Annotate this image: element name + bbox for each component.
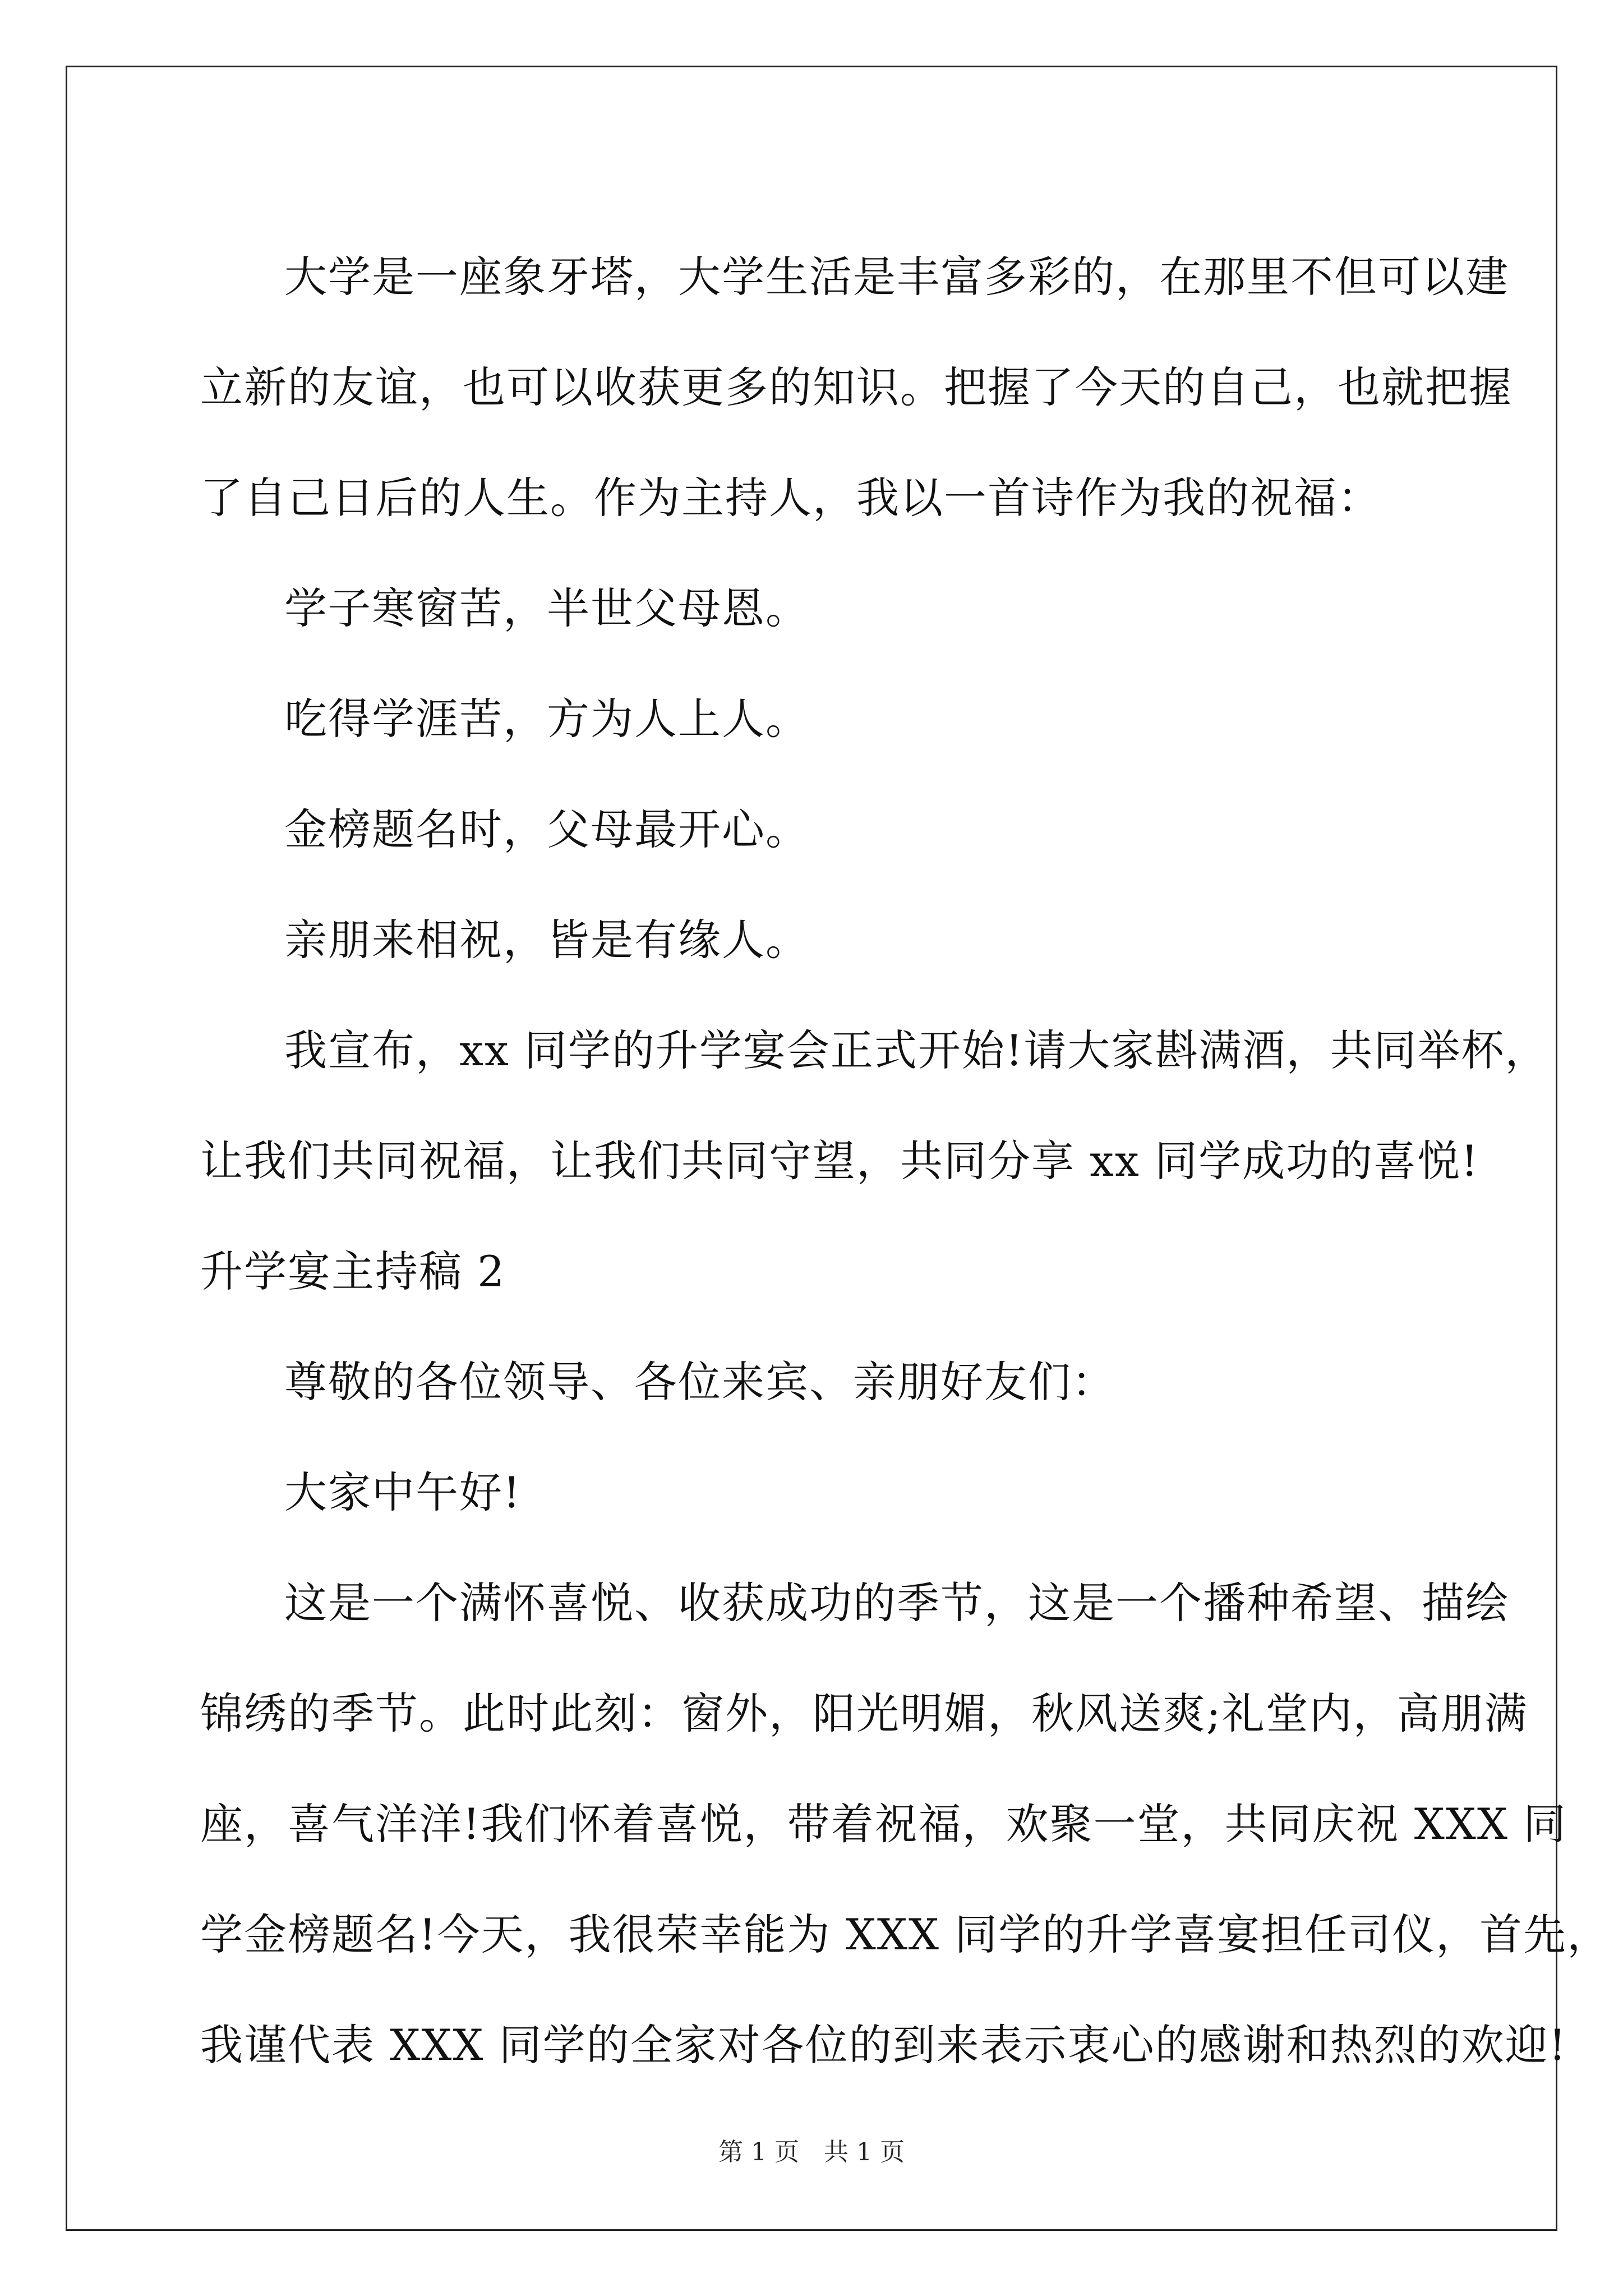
poem-line: 吃得学涯苦，方为人上人。 (284, 694, 809, 744)
paragraph-line: 立新的友谊，也可以收获更多的知识。把握了今天的自己，也就把握 (200, 362, 1513, 412)
paragraph-line: 学金榜题名!今天，我很荣幸能为 XXX 同学的升学喜宴担任司仪，首先， (200, 1910, 1611, 1959)
paragraph-line: 大学是一座象牙塔，大学生活是丰富多彩的，在那里不但可以建 (284, 252, 1509, 302)
paragraph-line: 让我们共同祝福，让我们共同守望，共同分享 xx 同学成功的喜悦! (200, 1136, 1479, 1186)
paragraph-line: 座，喜气洋洋!我们怀着喜悦，带着祝福，欢聚一堂，共同庆祝 XXX 同 (200, 1799, 1567, 1849)
paragraph-line: 我宣布，xx 同学的升学宴会正式开始!请大家斟满酒，共同举杯， (284, 1025, 1549, 1075)
page-footer: 第 1 页 共 1 页 (718, 2138, 905, 2166)
paragraph-line: 这是一个满怀喜悦、收获成功的季节，这是一个播种希望、描绘 (284, 1578, 1509, 1628)
paragraph-line: 锦绣的季节。此时此刻：窗外，阳光明媚，秋风送爽;礼堂内，高朋满 (200, 1688, 1528, 1738)
poem-line: 金榜题名时，父母最开心。 (284, 804, 809, 854)
salutation: 尊敬的各位领导、各位来宾、亲朋好友们： (284, 1357, 1115, 1407)
paragraph-line: 我谨代表 XXX 同学的全家对各位的到来表示衷心的感谢和热烈的欢迎! (200, 2020, 1567, 2070)
paragraph-line: 了自己日后的人生。作为主持人，我以一首诗作为我的祝福： (200, 473, 1381, 523)
document-body (200, 222, 1611, 2100)
section-title: 升学宴主持稿 2 (200, 1246, 506, 1296)
poem-line: 亲朋来相祝，皆是有缘人。 (284, 915, 809, 965)
greeting: 大家中午好! (284, 1467, 522, 1517)
poem-line: 学子寒窗苦，半世父母恩。 (284, 583, 809, 633)
